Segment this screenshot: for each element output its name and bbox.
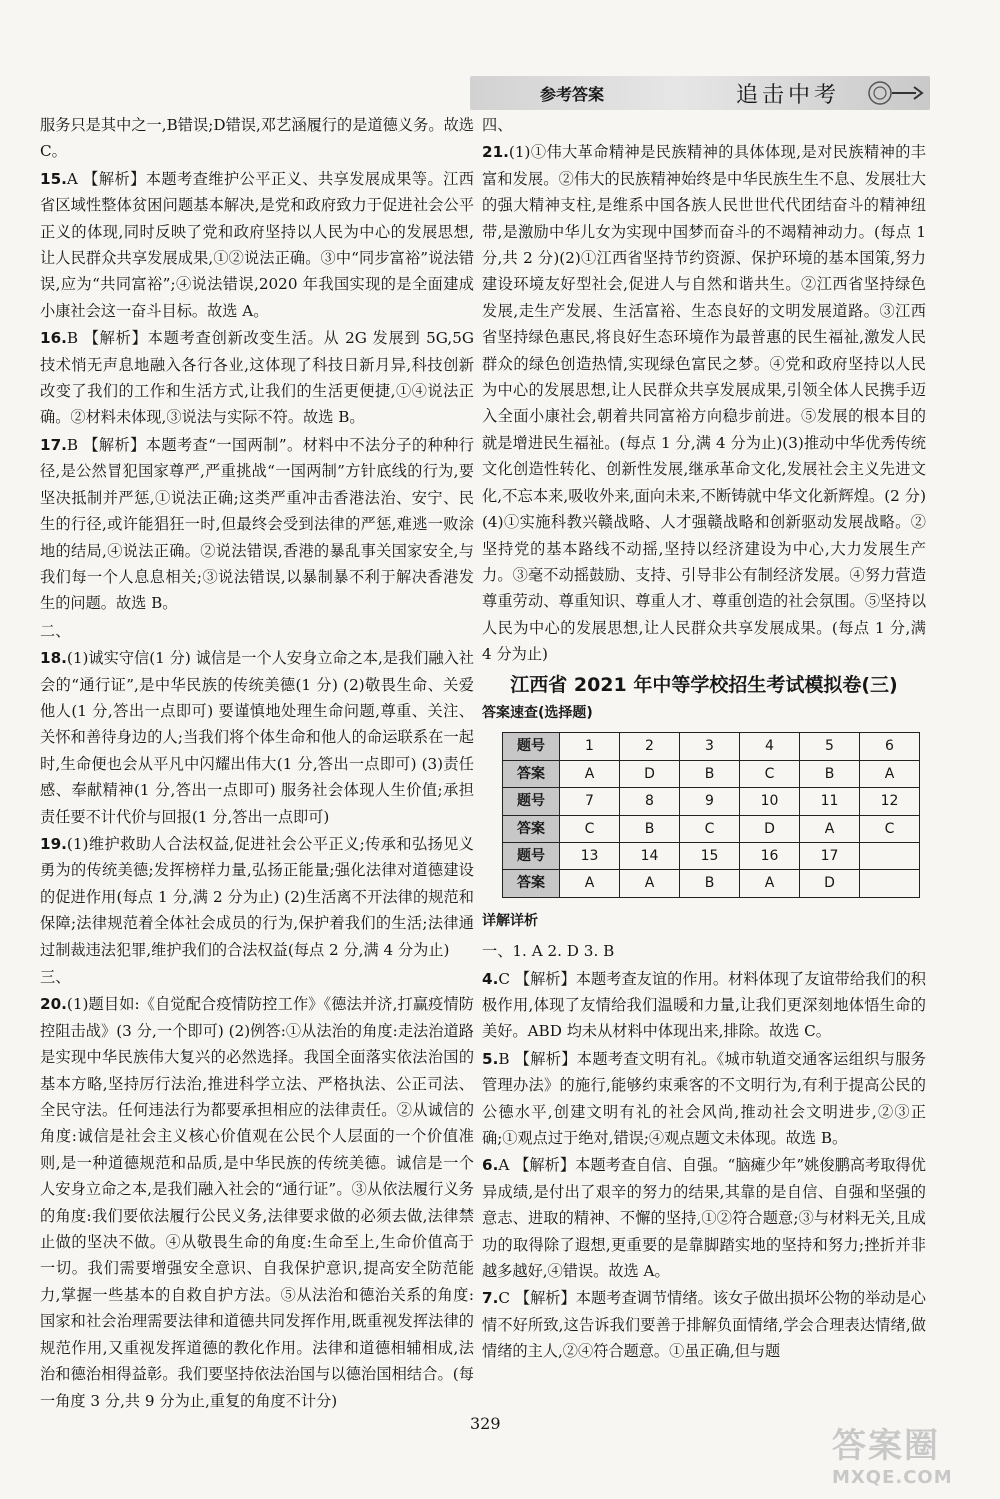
item-text: A 【解析】本题考查维护公平正义、共享发展成果等。江西省区域性整体贫困问题基本解决,是党和政府致力于促进社会公平正义的体现,同时反映了党和政府坚持以人民为中心的发展思想,让人民群众共享发展成果,①②说法正确。③中“同步富裕”说法错误,应为“共同富裕”;④说法错误,2020 年我国实现的是全面建成小康社会这一奋斗目标。故选 A。 (40, 169, 474, 320)
item-number: 15. (40, 169, 67, 188)
item-number: 20. (40, 995, 67, 1014)
answer-cell: B (620, 815, 680, 842)
question-number-cell: 11 (800, 788, 860, 815)
answer-cell: A (800, 815, 860, 842)
question-number-row (503, 788, 920, 815)
question-number-cell: 16 (740, 842, 800, 869)
page-header (470, 76, 930, 110)
section-heading (482, 112, 926, 138)
answer-cell: D (800, 870, 860, 897)
answer-cell: B (800, 760, 860, 787)
question-number-cell: 9 (680, 788, 740, 815)
question-number-cell: 15 (680, 842, 740, 869)
question-number-row (503, 733, 920, 760)
answer-cell: C (560, 815, 620, 842)
watermark-url: MXQE.COM (832, 1467, 953, 1488)
question-number-cell: 14 (620, 842, 680, 869)
watermark (832, 1418, 982, 1488)
item-number: 5. (482, 1049, 499, 1068)
item-text: B 【解析】本题考查“一国两制”。材料中不法分子的种种行径,是公然冒犯国家尊严,严重挑战“一国两制”方针底线的行为,要坚决抵制并严惩,①说法正确;这类严重冲击香港法治、安宁、民生的行径,或许能猖狂一时,但最终会受到法律的严惩,难逃一败涂地的结局,④说法正确。②说法错误,香港的暴乱事关国家安全,与我们每一个人息息相关;③说法错误,以暴制暴不利于解决香港发生的问题。故选 B。 (40, 435, 474, 613)
item-text: (1)①伟大革命精神是民族精神的具体体现,是对民族精神的丰富和发展。②伟大的民族精神始终是中华民族生生不息、发展壮大的强大精神支柱,是维系中国各族人民世世代代团结奋斗的精神纽带,是激励中华儿女为实现中国梦而奋斗的不竭精神动力。(每点 1 分,共 2 分)(2)①江西省坚持节约资源、保护环境的基本国策,努力建设环境友好型社会,促进人与自然和谐共生。②江西省坚持绿色发展,走生产发展、生活富裕、生态良好的文明发展道路。③江西省坚持绿色惠民,将良好生态环境作为最普惠的民生福祉,激发人民群众的绿色创造热情,实现绿色富民之梦。④党和政府坚持以人民为中心的发展思想,让人民群众共享发展成果,引领全体人民携手迈入全面小康社会,朝着共同富裕方向稳步前进。⑤发展的根本目的就是增进民生福祉。(每点 1 分,满 4 分为止)(3)推动中华优秀传统文化创造性转化、创新性发展,继承革命文化,发展社会主义先进文化,不忘本来,吸收外来,面向未来,不断铸就中华文化新辉煌。(2 分)(4)①实施科教兴赣战略、人才强赣战略和创新驱动发展战略。②坚持党的基本路线不动摇,坚持以经济建设为中心,大力发展生产力。③毫不动摇鼓励、支持、引导非公有制经济发展。④努力营造尊重劳动、尊重知识、尊重人才、尊重创造的社会氛围。⑤坚持以人民为中心的发展思想,让人民群众共享发展成果。(每点 1 分,满 4 分为止) (482, 143, 926, 664)
answer-item (40, 645, 474, 830)
item-text: 三、 (40, 968, 71, 986)
answer-item (482, 1046, 926, 1152)
answer-cell (860, 870, 920, 897)
item-number: 4. (482, 969, 499, 988)
question-number-cell: 6 (860, 733, 920, 760)
item-number: 6. (482, 1156, 499, 1175)
answer-item (40, 166, 474, 324)
answer-cell: C (860, 815, 920, 842)
right-column (482, 112, 926, 1366)
answer-cell: C (680, 815, 740, 842)
item-number: 19. (40, 834, 67, 853)
answer-item (482, 1285, 926, 1364)
answer-table (502, 732, 920, 897)
item-text: C 【解析】本题考查友谊的作用。材料体现了友谊带给我们的积极作用,体现了友情给我们温暖和力量,让我们更深刻地体悟生命的美好。ABD 均未从材料中体现出来,排除。故选 C。 (482, 969, 926, 1041)
row-label: 题号 (503, 842, 560, 869)
item-number: 18. (40, 649, 67, 668)
row-label: 答案 (503, 760, 560, 787)
section-heading (40, 964, 474, 990)
item-number: 17. (40, 435, 67, 454)
row-label: 题号 (503, 733, 560, 760)
item-text: A 【解析】本题考查自信、自强。“脑瘫少年”姚俊鹏高考取得优异成绩,是付出了艰辛的努力的结果,其靠的是自信、自强和坚强的意志、进取的精神、不懈的坚持,①②符合题意;③与材料无关,且成功的取得除了遐想,更重要的是靠脚踏实地的坚持和努力;挫折并非越多越好,④错误。故选 A。 (482, 1156, 926, 1281)
answer-item (482, 1152, 926, 1284)
question-number-cell: 2 (620, 733, 680, 760)
answer-item (40, 991, 474, 1414)
header-brand: 追击中考 (736, 83, 841, 108)
answer-item (40, 112, 474, 165)
question-number-row (503, 842, 920, 869)
item-text: (1)维护救助人合法权益,促进社会公平正义;传承和弘扬见义勇为的传统美德;发挥榜样力量,弘扬正能量;强化法律对道德建设的促进作用(每点 1 分,满 2 分为止) (2)生活离不开法律的规范和保障;法律规范着全体社会成员的行为,保护着我们的生活;法律通过制裁违法犯罪,维护我们的合法权益(每点 2 分,满 4 分为止) (40, 834, 474, 959)
item-text: B 【解析】本题考查创新改变生活。从 2G 发展到 5G,5G 技术悄无声息地融入各行各业,这体现了科技日新月异,科技创新改变了我们的工作和生活方式,让我们的生活更便捷,①④说法正确。②材料未体现,③说法与实际不符。故选 B。 (40, 329, 474, 427)
answer-cell: A (560, 870, 620, 897)
row-label: 答案 (503, 870, 560, 897)
answer-row (503, 760, 920, 787)
question-number-cell: 7 (560, 788, 620, 815)
item-text: C 【解析】本题考查调节情绪。该女子做出损坏公物的举动是心情不好所致,这告诉我们要善于排解负面情绪,学会合理表达情绪,做情绪的主人,②④符合题意。①虽正确,但与题 (482, 1289, 926, 1361)
answer-cell: D (620, 760, 680, 787)
answer-item (482, 139, 926, 667)
question-number-cell: 12 (860, 788, 920, 815)
section-heading (40, 618, 474, 644)
answer-quick-label: 答案速查(选择题) (482, 704, 593, 721)
row-label: 题号 (503, 788, 560, 815)
answer-row (503, 870, 920, 897)
item-text: B 【解析】本题考查文明有礼。《城市轨道交通客运组织与服务管理办法》的施行,能够约束乘客的不文明行为,有利于提高公民的公德水平,创建文明有礼的社会风尚,推动社会文明进步,②③正确;①观点过于绝对,错误;④观点题文未体现。故选 B。 (482, 1049, 926, 1148)
row-label: 答案 (503, 815, 560, 842)
answer-cell: B (680, 760, 740, 787)
answer-item (40, 432, 474, 617)
item-number: 16. (40, 329, 67, 348)
question-number-cell: 13 (560, 842, 620, 869)
item-text: 四、 (482, 116, 513, 134)
question-number-cell: 3 (680, 733, 740, 760)
answer-cell: C (740, 760, 800, 787)
answer-item (482, 966, 926, 1045)
answer-cell: A (740, 870, 800, 897)
item-text: (1)题目如:《自觉配合疫情防控工作》《德法并济,打赢疫情防控阻击战》(3 分,一个即可) (2)例答:①从法治的角度:走法治道路是实现中华民族伟大复兴的必然选择。我国全面落实依法治国的基本方略,坚持厉行法治,推进科学立法、严格执法、公正司法、全民守法。任何违法行为都要承担相应的法律责任。②从诚信的角度:诚信是社会主义核心价值观在公民个人层面的一个价值准则,是一种道德规范和品质,是中华民族的传统美德。诚信是一个人安身立命之本,是我们融入社会的“通行证”。③从依法履行义务的角度:我们要依法履行公民义务,法律要求做的必须去做,法律禁止做的坚决不做。④从敬畏生命的角度:生命至上,生命价值高于一切。我们需要增强安全意识、自我保护意识,提高安全防范能力,掌握一些基本的自救自护方法。⑤从法治和德治关系的角度:国家和社会治理需要法律和道德共同发挥作用,既重视发挥法律的规范作用,又重视发挥道德的教化作用。法律和道德相辅相成,法治和德治相得益彰。我们要坚持依法治国与以德治国相结合。(每一角度 3 分,共 9 分为止,重复的角度不计分) (40, 995, 474, 1410)
left-column (40, 112, 474, 1415)
answer-cell: A (560, 760, 620, 787)
item-text: (1)诚实守信(1 分) 诚信是一个人安身立命之本,是我们融入社会的“通行证”,是中华民族的传统美德(1 分) (2)敬畏生命、关爱他人(1 分,答出一点即可) 要谨慎地处理生命问题,尊重、关注、关怀和善待身边的人;当我们将个体生命和他人的命运联系在一起时,生命便也会从平凡中闪耀出伟大(1 分,答出一点即可) (3)责任感、奉献精神(1 分,答出一点即可) 服务社会体现人生价值;承担责任要不计代价与回报(1 分,答出一点即可) (40, 649, 474, 826)
answer-item (40, 325, 474, 431)
brand-logo-icon (866, 80, 926, 106)
page-number: 329 (470, 1414, 501, 1433)
answer-row (503, 815, 920, 842)
question-number-cell: 17 (800, 842, 860, 869)
answer-cell: B (680, 870, 740, 897)
item-number: 21. (482, 143, 509, 162)
question-number-cell: 1 (560, 733, 620, 760)
section-heading (482, 938, 926, 964)
answer-cell: A (860, 760, 920, 787)
watermark-title: 答案圈 (832, 1426, 940, 1466)
header-ref-label: 参考答案 (540, 85, 605, 104)
answer-cell: D (740, 815, 800, 842)
exam-title: 江西省 2021 年中等学校招生考试模拟卷(三) (510, 673, 898, 696)
item-text: 二、 (40, 621, 71, 640)
item-number: 7. (482, 1289, 499, 1308)
answer-cell: A (620, 870, 680, 897)
question-number-cell (860, 842, 920, 869)
question-number-cell: 10 (740, 788, 800, 815)
item-text: 服务只是其中之一,B错误;D错误,邓艺涵履行的是道德义务。故选 C。 (40, 116, 474, 161)
answer-item (40, 831, 474, 963)
detail-label: 详解详析 (482, 912, 538, 929)
question-number-cell: 8 (620, 788, 680, 815)
question-number-cell: 5 (800, 733, 860, 760)
item-text: 一、1. A 2. D 3. B (482, 942, 615, 961)
question-number-cell: 4 (740, 733, 800, 760)
